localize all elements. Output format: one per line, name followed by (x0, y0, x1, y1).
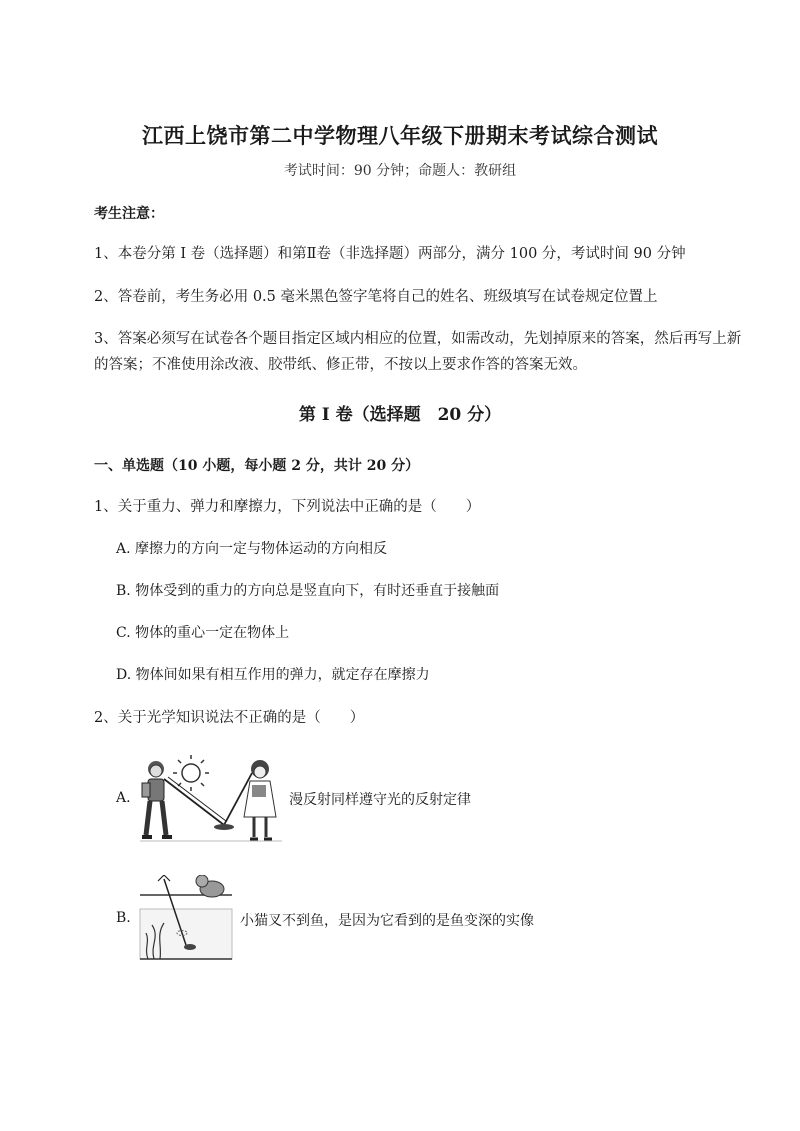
option-a: A. 摩擦力的方向一定与物体运动的方向相反 (116, 541, 388, 557)
question-stem: 2、关于光学知识说法不正确的是（ ） (94, 710, 365, 726)
cat-fishing-illustration (136, 875, 236, 963)
notice-item: 1、本卷分第 I 卷（选择题）和第Ⅱ卷（非选择题）两部分，满分 100 分，考试时间 90 分钟 (94, 246, 686, 262)
section-title: 第 I 卷（选择题 20 分） (298, 405, 502, 425)
option-text: 小猫叉不到鱼，是因为它看到的是鱼变深的实像 (240, 913, 534, 929)
exam-title: 江西上饶市第二中学物理八年级下册期末考试综合测试 (142, 123, 658, 148)
notice-item: 2、答卷前，考生务必用 0.5 毫米黑色签字笔将自己的姓名、班级填写在试卷规定位置上 (94, 289, 658, 305)
option-c: C. 物体的重心一定在物体上 (116, 625, 290, 641)
option-b: B. 物体受到的重力的方向总是竖直向下，有时还垂直于接触面 (116, 583, 500, 599)
option-d: D. 物体间如果有相互作用的弹力，就定存在摩擦力 (116, 667, 430, 683)
reflection-illustration (136, 755, 284, 847)
option-text: 漫反射同样遵守光的反射定律 (289, 792, 471, 808)
option-label: A. (116, 790, 131, 806)
exam-subtitle: 考试时间：90 分钟；命题人：教研组 (283, 163, 517, 179)
notice-item: 3、答案必须写在试卷各个题目指定区域内相应的位置，如需改动，先划掉原来的答案，然后再写上新的答案；不准使用涂改液、胶带纸、修正带，不按以上要求作答的答案无效。 (94, 331, 742, 373)
notice-heading: 考生注意： (94, 206, 164, 222)
option-label: B. (116, 910, 131, 926)
question-group-heading: 一、单选题（10 小题，每小题 2 分，共计 20 分） (94, 458, 420, 474)
question-stem: 1、关于重力、弹力和摩擦力，下列说法中正确的是（ ） (94, 499, 481, 515)
